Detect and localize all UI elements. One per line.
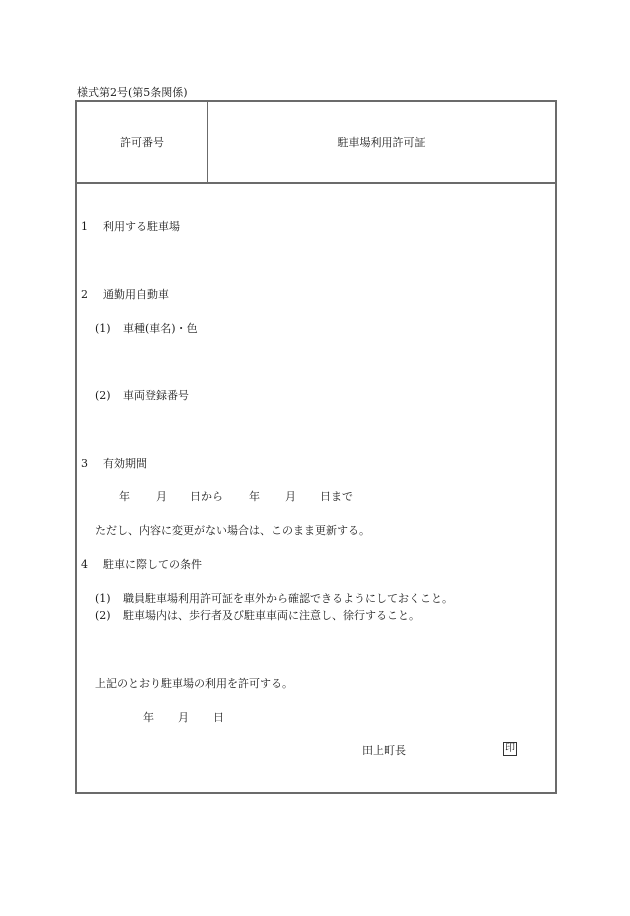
section-2-item-1-label: 車種(車名)・色	[123, 322, 198, 335]
section-4-item-1	[95, 593, 453, 604]
section-4-item-2-label: 駐車場内は、歩行者及び駐車車両に注意し、徐行すること。	[123, 609, 420, 622]
form-title: 駐車場利用許可証	[337, 136, 426, 149]
section-2-heading	[81, 289, 169, 300]
section-1-heading	[81, 221, 180, 232]
approval-statement: 上記のとおり駐車場の利用を許可する。	[95, 677, 293, 690]
section-4-item-1-label: 職員駐車場利用許可証を車外から確認できるようにしておくこと。	[123, 592, 453, 605]
section-1-label: 利用する駐車場	[103, 220, 180, 233]
period-year-2: 年	[249, 490, 260, 503]
section-2-item-2-number: (2)	[95, 389, 111, 402]
issuer-name: 田上町長	[362, 744, 406, 757]
section-3-number: 3	[81, 457, 88, 470]
section-4-number: 4	[81, 558, 88, 571]
period-year-1: 年	[119, 490, 130, 503]
seal-stamp: 印	[505, 743, 515, 754]
section-3-heading	[81, 458, 147, 469]
section-4-item-1-number: (1)	[95, 592, 111, 605]
section-2-label: 通勤用自動車	[103, 288, 169, 301]
approval-day: 日	[213, 711, 224, 724]
permit-number-label: 許可番号	[120, 136, 164, 149]
section-2-number: 2	[81, 288, 88, 301]
renewal-note: ただし、内容に変更がない場合は、このまま更新する。	[95, 524, 370, 537]
approval-month: 月	[178, 711, 189, 724]
header-row-divider	[77, 182, 555, 184]
approval-year: 年	[143, 711, 154, 724]
section-4-heading	[81, 559, 202, 570]
period-month-2: 月	[285, 490, 296, 503]
section-2-item-1-number: (1)	[95, 322, 111, 335]
section-4-label: 駐車に際しての条件	[103, 558, 202, 571]
section-4-item-2	[95, 610, 420, 621]
section-2-item-2	[95, 390, 189, 401]
section-3-label: 有効期間	[103, 457, 147, 470]
period-from-day: 日から	[190, 490, 223, 503]
section-2-item-1	[95, 323, 198, 334]
period-until-day: 日まで	[320, 490, 353, 503]
form-number-label: 様式第2号(第5条関係)	[77, 86, 188, 99]
section-4-item-2-number: (2)	[95, 609, 111, 622]
period-month-1: 月	[156, 490, 167, 503]
section-1-number: 1	[81, 220, 88, 233]
section-2-item-2-label: 車両登録番号	[123, 389, 189, 402]
